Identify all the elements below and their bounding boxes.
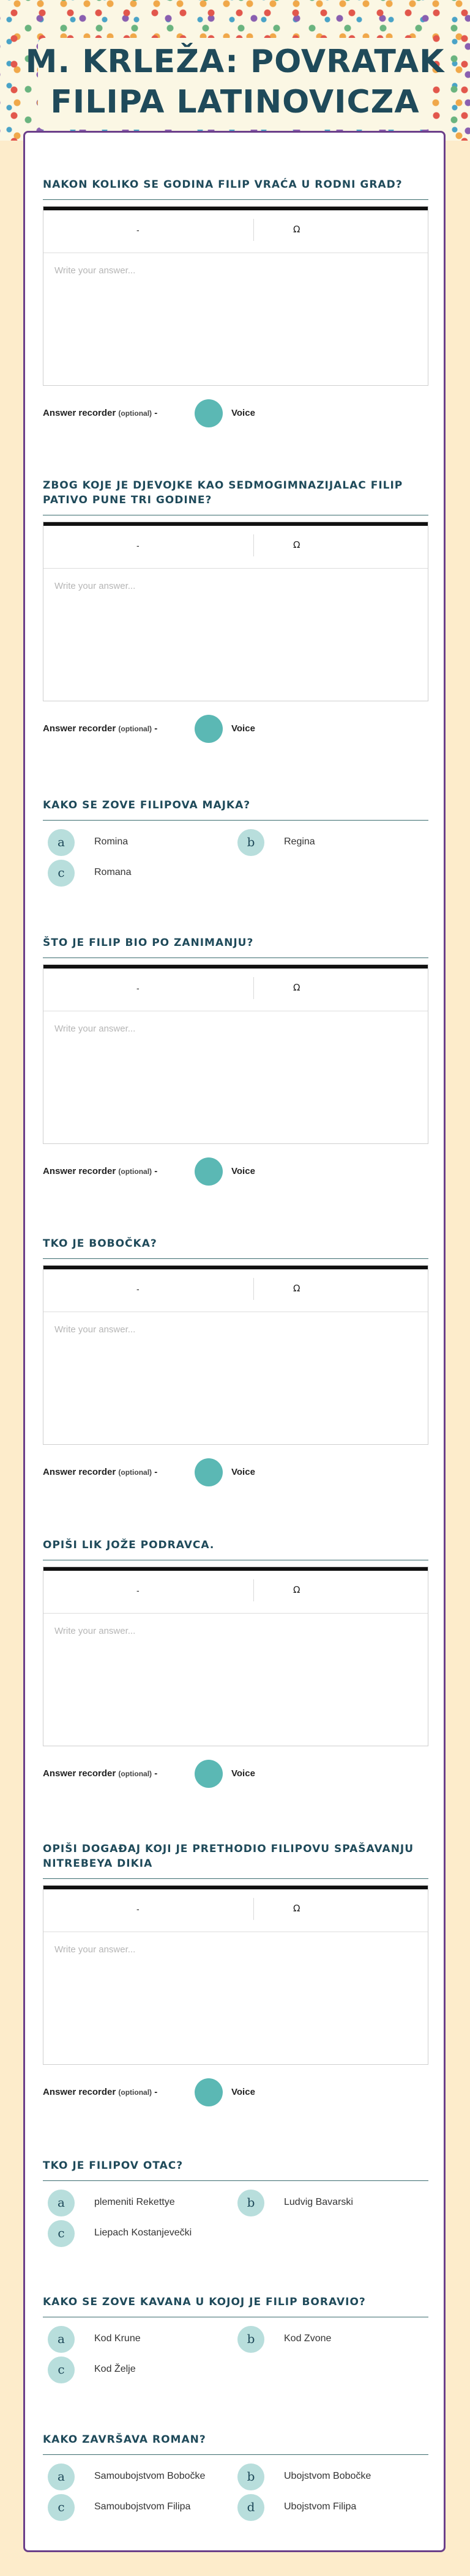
choice-letter-badge: c [48, 2494, 75, 2521]
dash-tool-button[interactable]: - [136, 541, 140, 550]
editor-toolbar [43, 207, 428, 253]
record-button[interactable] [195, 2078, 223, 2106]
recorder-label: Answer recorder (optional) - [43, 1768, 158, 1779]
voice-label: Voice [231, 1166, 255, 1176]
question-4 [43, 936, 428, 1187]
voice-label: Voice [231, 408, 255, 418]
question-10 [43, 2432, 428, 2531]
toolbar-divider [253, 977, 254, 999]
answer-box [43, 1265, 428, 1445]
choice-letter-badge: b [237, 829, 264, 856]
choice-letter-badge: b [237, 2190, 264, 2216]
choice-option[interactable] [237, 2190, 421, 2216]
choice-option[interactable] [48, 2494, 231, 2521]
answer-box [43, 964, 428, 1144]
dash-tool-button[interactable]: - [136, 1904, 140, 1914]
choice-letter-badge: a [48, 2463, 75, 2490]
choice-text: Kod Zvone [284, 2333, 332, 2344]
choice-text: Ubojstvom Bobočke [284, 2471, 371, 2481]
choice-letter-badge: a [48, 2190, 75, 2216]
question-6 [43, 1538, 428, 1789]
question-title: TKO JE FILIPOV OTAC? [43, 2158, 428, 2181]
toolbar-divider [253, 219, 254, 241]
choice-text: Samoubojstvom Bobočke [94, 2471, 206, 2481]
answer-recorder [43, 1157, 428, 1187]
record-button[interactable] [195, 399, 223, 427]
recorder-label: Answer recorder (optional) - [43, 723, 158, 734]
voice-label: Voice [231, 1467, 255, 1477]
answer-recorder [43, 2078, 428, 2108]
record-button[interactable] [195, 1760, 223, 1788]
question-3 [43, 798, 428, 896]
answer-input[interactable] [43, 253, 428, 385]
answer-box [43, 522, 428, 701]
answer-box [43, 1567, 428, 1746]
special-characters-button[interactable]: Ω [293, 1903, 300, 1914]
toolbar-divider [253, 1579, 254, 1601]
choice-option[interactable] [48, 860, 231, 887]
choice-letter-badge: b [237, 2463, 264, 2490]
record-button[interactable] [195, 715, 223, 743]
answer-recorder [43, 715, 428, 744]
question-2 [43, 478, 428, 744]
question-title: KAKO ZAVRŠAVA ROMAN? [43, 2432, 428, 2455]
choice-text: Liepach Kostanjevečki [94, 2227, 192, 2238]
question-title: OPIŠI LIK JOŽE PODRAVCA. [43, 1538, 428, 1560]
choice-text: Kod Želje [94, 2364, 136, 2374]
answer-recorder [43, 399, 428, 429]
question-title: NAKON KOLIKO SE GODINA FILIP VRAĆA U RODNI GRAD? [43, 177, 428, 200]
question-title: KAKO SE ZOVE KAVANA U KOJOJ JE FILIP BORAVIO? [43, 2295, 428, 2317]
special-characters-button[interactable]: Ω [293, 539, 300, 550]
editor-toolbar [43, 1266, 428, 1312]
question-8 [43, 2158, 428, 2257]
record-button[interactable] [195, 1157, 223, 1186]
choice-list [43, 2463, 428, 2531]
question-1 [43, 177, 428, 429]
choice-option[interactable] [48, 829, 231, 856]
choice-text: Ludvig Bavarski [284, 2197, 353, 2207]
choice-letter-badge: a [48, 2326, 75, 2353]
recorder-label: Answer recorder (optional) - [43, 408, 158, 418]
choice-letter-badge: c [48, 860, 75, 887]
toolbar-divider [253, 1898, 254, 1920]
special-characters-button[interactable]: Ω [293, 1584, 300, 1595]
question-title: OPIŠI DOGAĐAJ KOJI JE PRETHODIO FILIPOVU SPAŠAVANJU NITREBEYA DIKIA [43, 1842, 428, 1879]
question-title: ŠTO JE FILIP BIO PO ZANIMANJU? [43, 936, 428, 958]
special-characters-button[interactable]: Ω [293, 982, 300, 993]
editor-toolbar [43, 965, 428, 1011]
answer-input[interactable] [43, 1011, 428, 1143]
answer-input[interactable] [43, 1312, 428, 1444]
choice-list [43, 829, 428, 896]
answer-input[interactable] [43, 1614, 428, 1746]
question-title: KAKO SE ZOVE FILIPOVA MAJKA? [43, 798, 428, 821]
choice-text: Ubojstvom Filipa [284, 2501, 357, 2512]
question-title: TKO JE BOBOČKA? [43, 1236, 428, 1259]
choice-option[interactable] [48, 2463, 231, 2490]
editor-toolbar [43, 522, 428, 569]
dash-tool-button[interactable]: - [136, 1284, 140, 1294]
voice-label: Voice [231, 723, 255, 734]
dash-tool-button[interactable]: - [136, 225, 140, 235]
choice-letter-badge: d [237, 2494, 264, 2521]
choice-letter-badge: a [48, 829, 75, 856]
recorder-label: Answer recorder (optional) - [43, 1166, 158, 1176]
voice-label: Voice [231, 2087, 255, 2097]
recorder-label: Answer recorder (optional) - [43, 2087, 158, 2097]
answer-recorder [43, 1760, 428, 1789]
choice-letter-badge: c [48, 2220, 75, 2247]
page-title: M. KRLEŽA: POVRATAK FILIPA LATINOVICZA [25, 43, 445, 120]
toolbar-divider [253, 534, 254, 556]
choice-option[interactable] [48, 2220, 231, 2247]
question-9 [43, 2295, 428, 2393]
editor-toolbar [43, 1886, 428, 1932]
question-title: ZBOG KOJE JE DJEVOJKE KAO SEDMOGIMNAZIJALAC FILIP PATIVO PUNE TRI GODINE? [43, 478, 428, 515]
answer-recorder [43, 1458, 428, 1488]
choice-text: Samoubojstvom Filipa [94, 2501, 191, 2512]
dash-tool-button[interactable]: - [136, 1585, 140, 1595]
record-button[interactable] [195, 1458, 223, 1486]
choice-option[interactable] [237, 2494, 421, 2521]
answer-input[interactable] [43, 1932, 428, 2064]
choice-option[interactable] [48, 2326, 231, 2353]
answer-input[interactable] [43, 569, 428, 701]
editor-toolbar [43, 1567, 428, 1614]
choice-text: Romina [94, 836, 129, 847]
choice-list [43, 2326, 428, 2393]
choice-text: Kod Krune [94, 2333, 141, 2344]
answer-box [43, 206, 428, 386]
choice-list [43, 2190, 428, 2257]
question-5 [43, 1236, 428, 1488]
voice-label: Voice [231, 1768, 255, 1779]
choice-letter-badge: c [48, 2356, 75, 2383]
choice-text: Regina [284, 836, 315, 847]
choice-option[interactable] [237, 829, 421, 856]
answer-box [43, 1885, 428, 2065]
choice-option[interactable] [48, 2190, 231, 2216]
question-7 [43, 1842, 428, 2108]
choice-letter-badge: b [237, 2326, 264, 2353]
choice-option[interactable] [237, 2326, 421, 2353]
choice-option[interactable] [237, 2463, 421, 2490]
choice-text: Romana [94, 867, 132, 877]
choice-option[interactable] [48, 2356, 231, 2383]
special-characters-button[interactable]: Ω [293, 224, 300, 235]
special-characters-button[interactable]: Ω [293, 1283, 300, 1294]
recorder-label: Answer recorder (optional) - [43, 1467, 158, 1477]
dash-tool-button[interactable]: - [136, 983, 140, 993]
choice-text: plemeniti Rekettye [94, 2197, 175, 2207]
toolbar-divider [253, 1278, 254, 1300]
